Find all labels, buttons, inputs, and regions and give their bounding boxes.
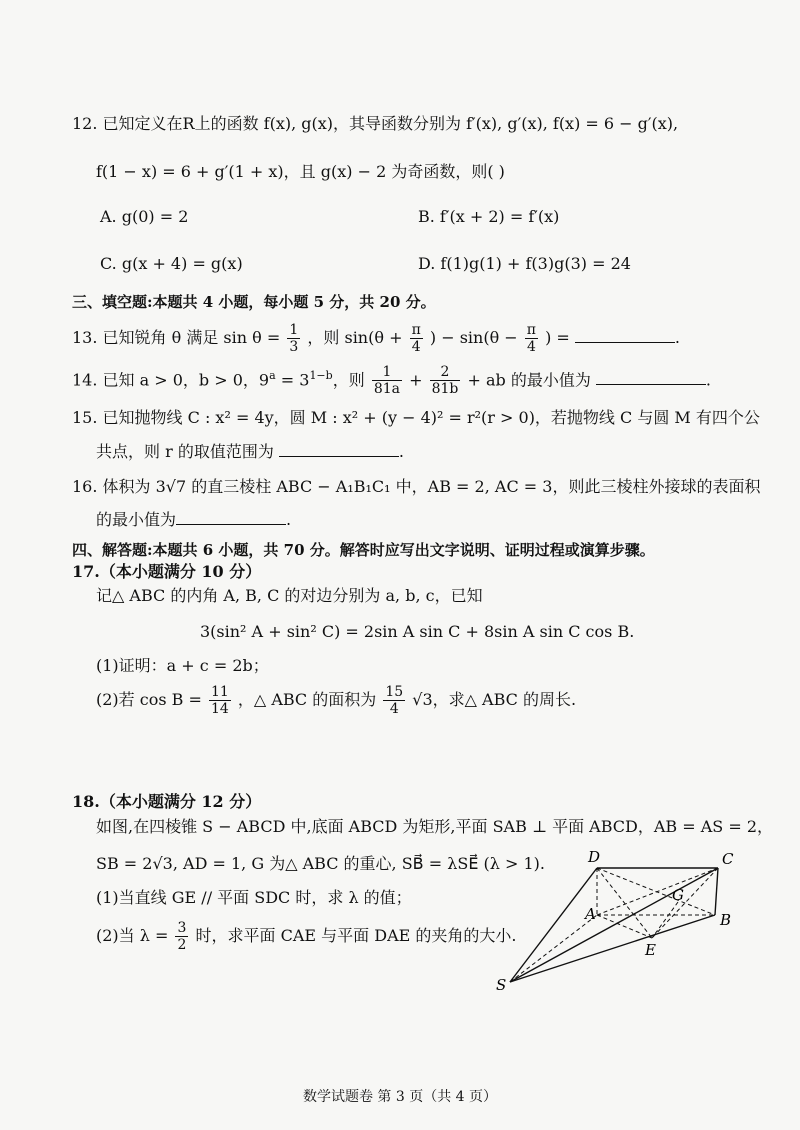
q17-part1: (1)证明：a + c = 2b； <box>96 656 269 675</box>
line-DE <box>597 868 652 938</box>
line-GE <box>652 902 678 938</box>
q12-line1: 12. 已知定义在R上的函数 f(x), g(x)，其导函数分别为 f′(x), g′(x), f(x) = 6 − g′(x), <box>72 114 679 133</box>
q14: 14. 已知 a > 0，b > 0，$9^a = 3^{1-b}$，则 $\frac{1}{81a}$ + $\frac{2}{81b}$ + ab 的最小值为 . <box>72 364 712 398</box>
q16-line1: 16. 体积为 3√7 的直三棱柱 ABC − A₁B₁C₁ 中，AB = 2, AC = 3，则此三棱柱外接球的表面积 <box>72 477 761 496</box>
label-A: A <box>585 905 596 923</box>
q18-heading: 18.（本小题满分 12 分） <box>72 792 262 811</box>
q12-line2: f(1 − x) = 6 + g′(1 + x)，且 g(x) − 2 为奇函数，则( ) <box>96 162 505 181</box>
q13-answer-blank <box>575 326 675 343</box>
q12-option-b: B. f′(x + 2) = f′(x) <box>418 207 560 226</box>
label-E: E <box>645 941 656 959</box>
line-CE <box>652 868 718 938</box>
q17-text: 记△ ABC 的内角 A, B, C 的对边分别为 a, b, c，已知 <box>96 586 483 605</box>
q17-equation: 3(sin² A + sin² C) = 2sin A sin C + 8sin A sin C cos B. <box>200 622 635 641</box>
q12-option-d: D. f(1)g(1) + f(3)g(3) = 24 <box>418 254 631 273</box>
q15-line1: 15. 已知抛物线 C : x² = 4y，圆 M : x² + (y − 4)² = r²(r > 0)，若抛物线 C 与圆 M 有四个公 <box>72 408 760 427</box>
label-S: S <box>496 976 507 994</box>
q15-answer-blank <box>279 440 399 457</box>
label-B: B <box>720 911 732 929</box>
q18-line2: SB = 2√3, AD = 1, G 为△ ABC 的重心, SB⃗ = λSE⃗ (λ > 1). <box>96 854 545 873</box>
diag-DB <box>597 868 715 915</box>
section-3-heading: 三、填空题:本题共 4 小题，每小题 5 分，共 20 分。 <box>72 293 436 311</box>
q17-part2: (2)若 cos B = $\frac{11}{14}$ ，△ ABC 的面积为 $\frac{15}{4}$ √3，求△ ABC 的周长. <box>96 684 577 717</box>
q12-option-a: A. g(0) = 2 <box>100 207 189 226</box>
page-footer: 数学试题卷 第 3 页（共 4 页） <box>302 1089 498 1105</box>
q12-option-c: C. g(x + 4) = g(x) <box>100 254 243 273</box>
edge-SC <box>510 868 718 982</box>
edge-SA <box>510 915 597 982</box>
edge-SD <box>510 868 597 982</box>
edge-SB <box>510 915 715 982</box>
q13: 13. 已知锐角 θ 满足 sin θ = $\frac{1}{3}$ ，则 sin(θ + $\frac{\pi}{4}$ ) − sin(θ − $\frac{\pi}{4}$ ) = . <box>72 322 681 355</box>
label-C: C <box>722 850 734 868</box>
q18-part2: (2)当 λ = $\frac{3}{2}$ 时，求平面 CAE 与平面 DAE 的夹角的大小. <box>96 920 517 953</box>
q18-line1: 如图,在四棱锥 S − ABCD 中,底面 ABCD 为矩形,平面 SAB ⊥ 平面 ABCD，AB = AS = 2， <box>96 817 774 836</box>
edge-CB <box>715 868 718 915</box>
q16-line2: 的最小值为 . <box>96 510 292 529</box>
label-G: G <box>672 886 684 904</box>
diag-AC <box>597 868 718 915</box>
label-D: D <box>588 848 601 866</box>
q14-answer-blank <box>596 368 706 385</box>
q17-heading: 17.（本小题满分 10 分） <box>72 562 262 581</box>
q16-answer-blank <box>176 508 286 525</box>
q18-part1: (1)当直线 GE // 平面 SDC 时，求 λ 的值； <box>96 888 412 907</box>
q15-line2: 共点，则 r 的取值范围为 . <box>96 442 405 461</box>
section-4-heading: 四、解答题:本题共 6 小题，共 70 分。解答时应写出文字说明、证明过程或演算步骤。 <box>72 541 655 559</box>
line-AE <box>597 915 652 938</box>
